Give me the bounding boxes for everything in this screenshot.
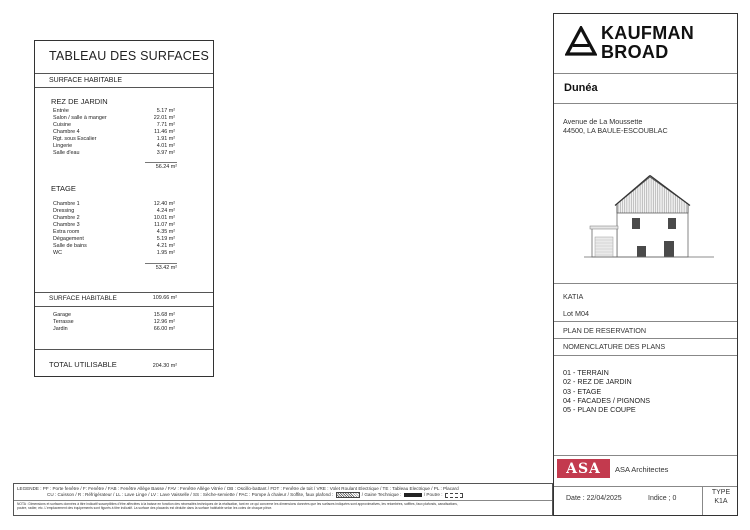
room-name: Chambre 3: [53, 221, 80, 228]
nomenclature-item: 02 - REZ DE JARDIN: [563, 377, 632, 387]
room-name: Salle de bains: [53, 242, 87, 249]
divider: [554, 73, 737, 74]
room-name: Dégagement: [53, 235, 84, 242]
architect-name: ASA Architectes: [615, 465, 669, 474]
divider: [35, 73, 213, 74]
surface-row: [53, 215, 175, 222]
project-name: Dunéa: [564, 82, 598, 94]
divider: [35, 292, 213, 293]
surface-row: [53, 319, 175, 326]
date: Date : 22/04/2025: [566, 495, 622, 502]
room-area: 4.24 m²: [156, 207, 175, 214]
room-name: Garage: [53, 312, 71, 318]
nomenclature-item: 01 - TERRAIN: [563, 368, 609, 377]
surface-row: [53, 150, 175, 157]
divider: [35, 306, 213, 307]
room-name: Chambre 2: [53, 214, 80, 221]
surface-row: [53, 236, 175, 243]
divider: [554, 283, 737, 284]
kaufman-broad-logo-icon: [565, 26, 597, 56]
room-area: 66.00 m²: [153, 325, 175, 332]
surface-row: [53, 115, 175, 122]
address-line2: 44500, LA BAULE-ESCOUBLAC: [563, 126, 668, 135]
room-area: 3.97 m²: [156, 149, 175, 156]
annex-rows: [53, 312, 175, 333]
divider: [554, 455, 737, 456]
room-name: Salon / salle à manger: [53, 114, 107, 121]
lot-number: Lot M04: [563, 309, 589, 318]
room-area: 10.01 m²: [153, 214, 175, 221]
habitable-total-value: 109.66 m²: [152, 295, 177, 301]
room-area: 12.96 m²: [153, 318, 175, 325]
surfaces-title: TABLEAU DES SURFACES: [49, 49, 210, 63]
etage-label: ETAGE: [51, 184, 76, 193]
habitable-total-row: [49, 295, 177, 302]
surface-row: [53, 222, 175, 229]
divider: [554, 321, 737, 322]
room-name: Salle d'eau: [53, 149, 80, 156]
sum-line: [145, 162, 177, 163]
room-name: Cuisine: [53, 121, 71, 128]
surface-row: [53, 143, 175, 150]
room-area: 12.40 m²: [153, 201, 175, 207]
legend-block: [13, 483, 553, 516]
habitable-total-label: SURFACE HABITABLE: [49, 295, 117, 302]
surfaces-table: [34, 40, 214, 377]
surface-row: [53, 229, 175, 236]
surface-row: [53, 243, 175, 250]
rez-label: REZ DE JARDIN: [51, 97, 108, 106]
type-value: K1A: [714, 498, 728, 505]
room-name: Lingerie: [53, 142, 73, 149]
address-line1: Avenue de La Moussette: [563, 117, 643, 126]
surface-row: [53, 208, 175, 215]
room-area: 1.95 m²: [156, 249, 175, 256]
divider: [554, 338, 737, 339]
room-area: 4.01 m²: [156, 142, 175, 149]
legend-note2: poutre, radier, etc. L'emplacement des équipements sont figurés à titre indicatif. La surface des placards est déduite dans la surface habitable selon les cotes de chaque pièce.: [17, 506, 273, 510]
room-area: 4.35 m²: [156, 228, 175, 235]
divider: [35, 349, 213, 350]
habitable-header: SURFACE HABITABLE: [49, 77, 123, 84]
surface-row: [53, 108, 175, 115]
room-area: 5.17 m²: [156, 108, 175, 114]
room-name: Jardin: [53, 325, 68, 332]
rez-total: 56.24 m²: [155, 164, 177, 170]
surface-row: [53, 122, 175, 129]
surface-row: [53, 326, 175, 333]
house-elevation-image: [584, 169, 714, 261]
legend-note1: NOTA : Dimensions et surfaces données à titre indicatif susceptibles d'être affectées à la baisse en fonction des nécessités techniques de la réalisation, tant en ce qui concerne les dimensions données que les surfaces indiquées sont approximatives, les retombées, soffites, faux plafonds, canalisations,: [17, 502, 458, 506]
legend-line2: CU : Cuisson / R : Réfrigérateur / LL : Lave Linge / LV : Lave Vaisselle / SS : Sèche-serviette / PAC : Pompe à chaleur / Soffite, faux plafond : / Gaine Technique : / Poutre :: [47, 492, 463, 498]
footer-row: [553, 485, 738, 516]
type-label: TYPE: [711, 489, 731, 496]
nomenclature-title: NOMENCLATURE DES PLANS: [563, 342, 666, 351]
nomenclature-list: [563, 368, 650, 414]
soffite-hatch-icon: [336, 492, 360, 498]
total-utilisable-row: [49, 360, 177, 369]
gaine-hatch-icon: [404, 493, 422, 497]
divider: [554, 355, 737, 356]
brand-line2: BROAD: [601, 42, 669, 62]
room-area: 11.46 m²: [154, 128, 175, 135]
room-name: Chambre 4: [53, 128, 80, 135]
nomenclature-item: 05 - PLAN DE COUPE: [563, 405, 636, 415]
surface-row: [53, 129, 175, 136]
room-area: 4.21 m²: [156, 242, 175, 249]
nomenclature-item: 03 - ETAGE: [563, 386, 602, 396]
room-area: 7.71 m²: [156, 121, 175, 128]
divider: [35, 87, 213, 88]
room-name: Rgt. sous Escalier: [53, 135, 97, 142]
room-name: Chambre 1: [53, 201, 80, 207]
asa-logo-icon: ASA: [557, 459, 610, 478]
legend-line1: LEGENDE : PF : Porte fenêtre / F: Fenêtre / FAB : Fenêtre Allège Basse / FAV : Fenêtre Allège Vitrée / OB : Oscillo-battant / FDT : Fenêtre de toit / VRE : Volet Roulant Electrique / TE : Tableau Electrique / PL : Placard: [17, 486, 459, 491]
room-area: 15.68 m²: [153, 312, 175, 318]
room-area: 11.07 m²: [154, 221, 175, 228]
total-utilisable-value: 204.30 m²: [152, 363, 177, 369]
indice: Indice ; 0: [648, 495, 677, 502]
plan-type: PLAN DE RESERVATION: [563, 326, 647, 335]
room-area: 1.91 m²: [156, 135, 175, 142]
rez-rows: [53, 108, 175, 157]
etage-rows: [53, 201, 175, 257]
room-name: Dressing: [53, 207, 75, 214]
room-name: Terrasse: [53, 318, 74, 325]
model-name: KATIA: [563, 292, 584, 301]
divider: [14, 500, 552, 501]
room-name: Extra room: [53, 228, 80, 235]
surface-row: [53, 201, 175, 208]
surface-row: [53, 312, 175, 319]
title-block: [553, 13, 738, 516]
room-name: WC: [53, 249, 62, 256]
brand-line1: KAUFMAN: [601, 23, 695, 43]
room-area: 5.19 m²: [156, 235, 175, 242]
surface-row: [53, 136, 175, 143]
surface-row: [53, 250, 175, 257]
poutre-dash-icon: [445, 493, 463, 498]
etage-total: 53.42 m²: [155, 265, 177, 271]
sum-line: [145, 263, 177, 264]
total-utilisable-label: TOTAL UTILISABLE: [49, 360, 117, 369]
room-name: Entrée: [53, 108, 69, 114]
nomenclature-item: 04 - FACADES / PIGNONS: [563, 395, 651, 405]
divider: [554, 103, 737, 104]
room-area: 22.01 m²: [153, 114, 175, 121]
